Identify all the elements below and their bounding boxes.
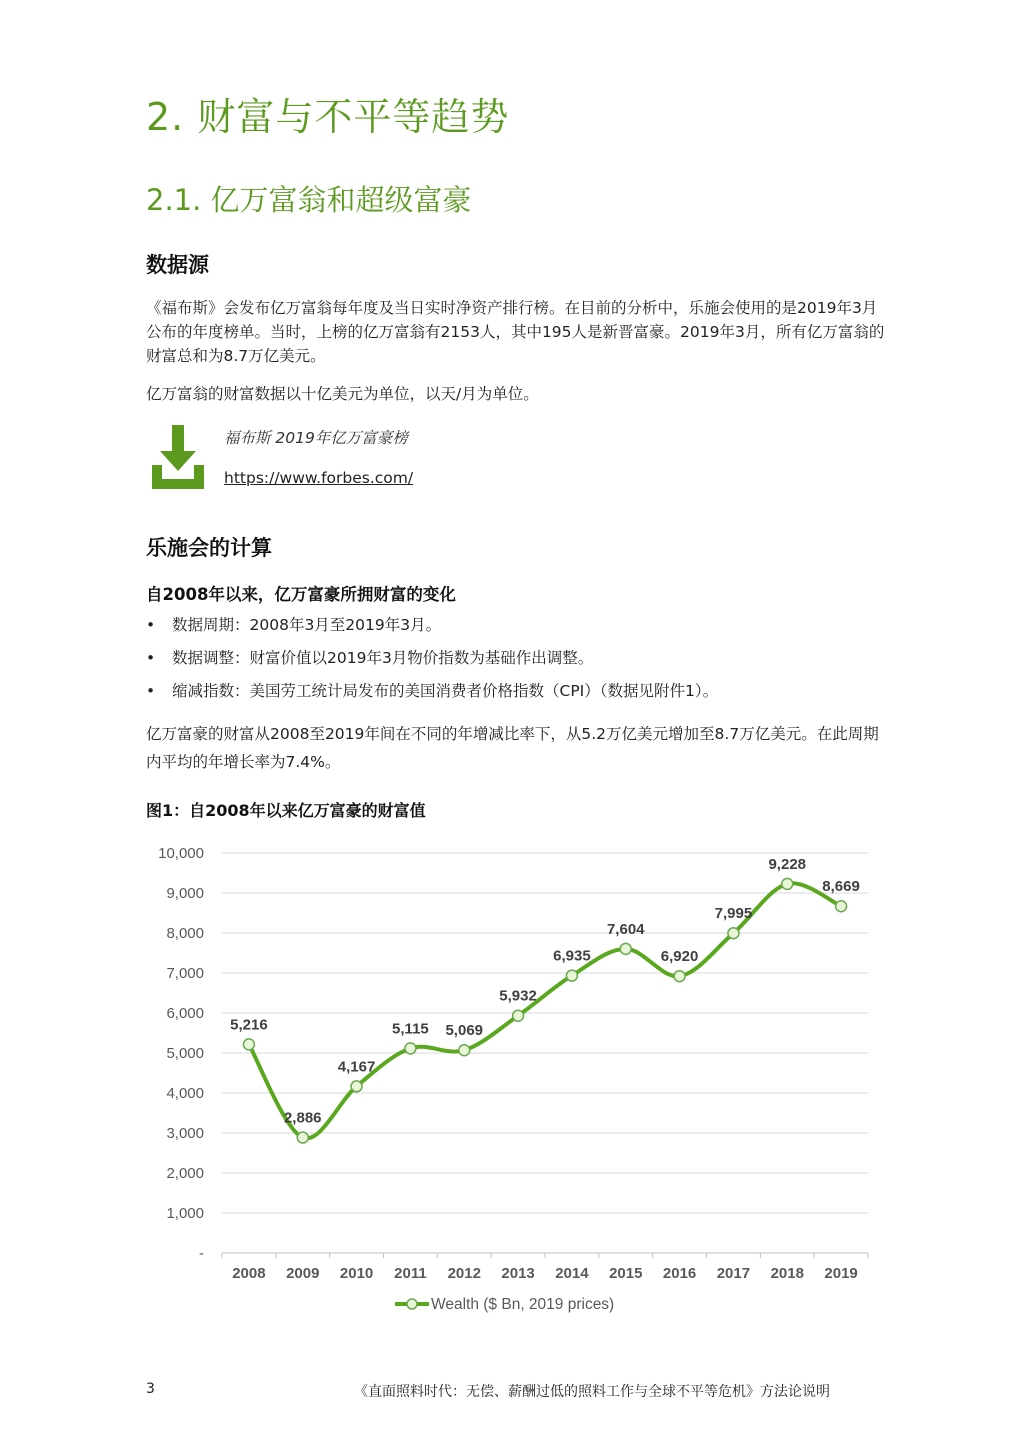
data-point xyxy=(243,1039,254,1050)
data-label: 7,995 xyxy=(714,905,753,923)
data-label: 6,935 xyxy=(553,947,591,965)
calc-subtitle: 自2008年以来，亿万富豪所拥财富的变化 xyxy=(146,585,456,604)
data-source-heading: 数据源 xyxy=(146,253,209,277)
x-tick-label: 2015 xyxy=(609,1265,643,1282)
x-tick-label: 2009 xyxy=(286,1265,320,1282)
source-link[interactable]: https://www.forbes.com/ xyxy=(224,469,414,487)
list-item-text: 数据周期：2008年3月至2019年3月。 xyxy=(172,616,442,634)
y-tick-label: 1,000 xyxy=(166,1205,204,1222)
y-tick-label: 7,000 xyxy=(166,965,204,982)
series-line-wealth xyxy=(249,883,841,1138)
calc-heading: 乐施会的计算 xyxy=(146,536,272,560)
x-tick-label: 2018 xyxy=(770,1265,804,1282)
bullet-dot: • xyxy=(146,616,156,634)
page-number: 3 xyxy=(146,1381,155,1397)
y-tick-label: 2,000 xyxy=(166,1165,204,1182)
x-tick-label: 2011 xyxy=(394,1265,427,1282)
chart-svg xyxy=(140,835,880,1325)
y-tick-label: 4,000 xyxy=(166,1085,204,1102)
list-item xyxy=(146,613,906,646)
wealth-line-chart xyxy=(140,835,880,1325)
bullet-list xyxy=(146,613,906,712)
data-point xyxy=(351,1081,362,1092)
data-label: 4,167 xyxy=(337,1058,376,1076)
y-tick-label: 6,000 xyxy=(166,1005,204,1022)
x-tick-label: 2016 xyxy=(662,1265,697,1282)
download-icon[interactable] xyxy=(150,425,206,491)
data-label: 5,932 xyxy=(499,987,537,1005)
data-label: 5,069 xyxy=(445,1022,484,1040)
data-point xyxy=(836,901,847,912)
y-tick-label: 5,000 xyxy=(166,1045,204,1062)
data-unit-paragraph: 亿万富翁的财富数据以十亿美元为单位，以天/月为单位。 xyxy=(146,385,539,403)
x-tick-label: 2019 xyxy=(824,1265,858,1282)
legend-label: Wealth ($ Bn, 2019 prices) xyxy=(431,1296,615,1313)
data-point xyxy=(513,1010,524,1021)
data-label: 9,228 xyxy=(768,855,807,873)
x-tick-label: 2017 xyxy=(716,1265,751,1282)
data-point xyxy=(297,1132,308,1143)
data-point xyxy=(405,1043,416,1054)
data-label: 8,669 xyxy=(822,878,860,896)
data-point xyxy=(620,943,631,954)
data-point xyxy=(674,971,685,982)
data-source-paragraph: 《福布斯》会发布亿万富翁每年度及当日实时净资产排行榜。在目前的分析中，乐施会使用的是2019年3月公布的年度榜单。当时，上榜的亿万富翁有2153人，其中195人是新晋富豪。2019年3月，所有亿万富翁的财富总和为8.7万亿美元。 xyxy=(146,299,885,365)
data-point xyxy=(566,970,577,981)
section-heading: 2.1. 亿万富翁和超级富豪 xyxy=(146,183,472,217)
data-label: 5,115 xyxy=(392,1020,429,1038)
list-item xyxy=(146,646,906,679)
figure-title: 图1：自2008年以来亿万富豪的财富值 xyxy=(146,801,426,820)
data-point xyxy=(782,878,793,889)
x-tick-label: 2014 xyxy=(555,1265,589,1282)
list-item-text: 缩减指数：美国劳工统计局发布的美国消费者价格指数（CPI）（数据见附件1）。 xyxy=(172,682,719,700)
legend-marker xyxy=(407,1299,417,1309)
y-tick-label: 3,000 xyxy=(166,1125,204,1142)
y-tick-label: 10,000 xyxy=(158,845,204,862)
list-item xyxy=(146,679,906,712)
data-label: 2,886 xyxy=(283,1109,322,1127)
y-tick-label: 9,000 xyxy=(166,885,204,902)
bullet-dot: • xyxy=(146,649,156,667)
data-point xyxy=(459,1045,470,1056)
x-tick-label: 2013 xyxy=(501,1265,535,1282)
x-tick-label: 2012 xyxy=(447,1265,481,1282)
x-tick-label: 2008 xyxy=(232,1265,266,1282)
data-label: 5,216 xyxy=(230,1016,268,1034)
y-tick-label: 8,000 xyxy=(166,925,204,942)
calc-paragraph: 亿万富豪的财富从2008至2019年间在不同的年增减比率下，从5.2万亿美元增加至8.7万亿美元。在此周期内平均的年增长率为7.4%。 xyxy=(146,725,879,771)
y-tick-label: - xyxy=(199,1245,204,1262)
data-point xyxy=(728,928,739,939)
page-heading: 2. 财富与不平等趋势 xyxy=(146,95,510,139)
bullet-dot: • xyxy=(146,682,156,700)
data-label: 7,604 xyxy=(606,920,645,938)
list-item-text: 数据调整：财富价值以2019年3月物价指数为基础作出调整。 xyxy=(172,649,594,667)
footer-title: 《直面照料时代：无偿、薪酬过低的照料工作与全球不平等危机》方法论说明 xyxy=(354,1384,830,1400)
x-tick-label: 2010 xyxy=(339,1265,374,1282)
data-label: 6,920 xyxy=(660,948,699,966)
source-name: 福布斯 2019年亿万富豪榜 xyxy=(224,429,408,447)
